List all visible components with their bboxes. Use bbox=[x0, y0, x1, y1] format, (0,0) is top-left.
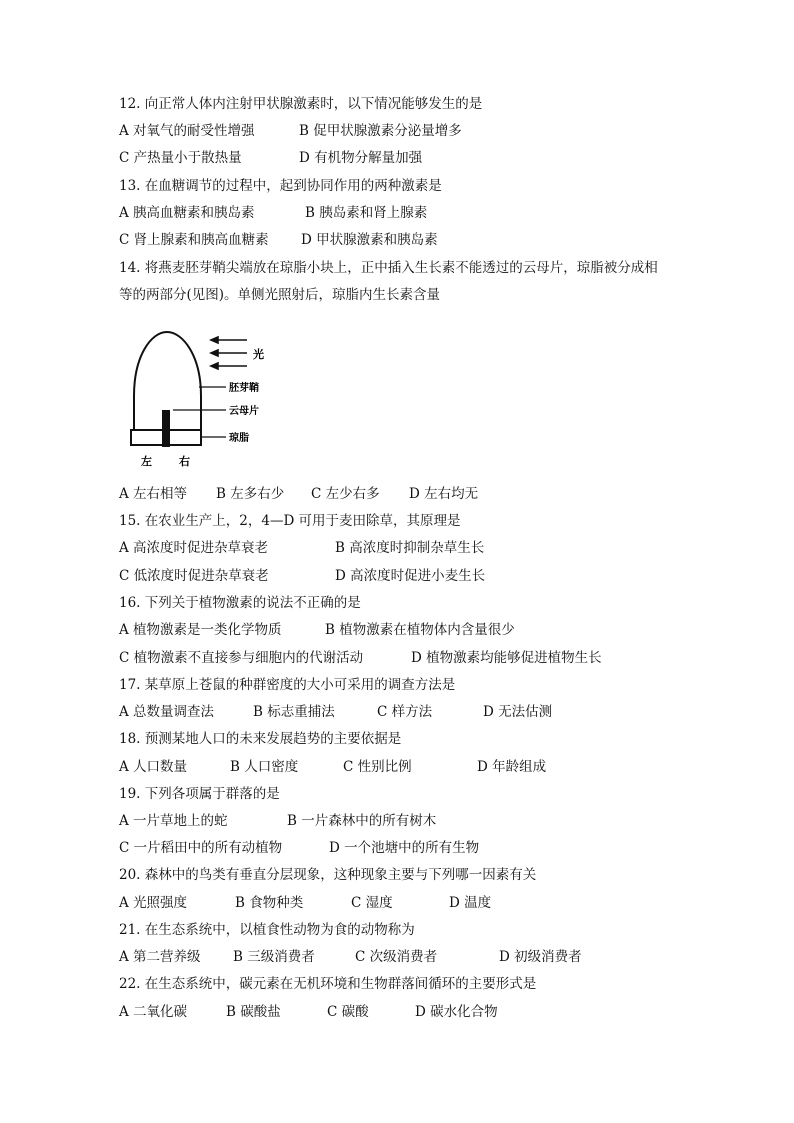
q15-option-a[interactable]: A 高浓度时促进杂草衰老 bbox=[119, 540, 269, 556]
q22-stem: 22. 在生态系统中，碳元素在无机环境和生物群落间循环的主要形式是 bbox=[119, 976, 537, 992]
q18-option-c[interactable]: C 性别比例 bbox=[343, 759, 412, 775]
q19-option-d[interactable]: D 一个池塘中的所有生物 bbox=[329, 840, 480, 856]
q16-option-d[interactable]: D 植物激素均能够促进植物生长 bbox=[411, 650, 602, 666]
q17-option-d[interactable]: D 无法估测 bbox=[483, 704, 553, 720]
q19-option-a[interactable]: A 一片草地上的蛇 bbox=[119, 813, 228, 829]
q17-stem: 17. 某草原上苍鼠的种群密度的大小可采用的调查方法是 bbox=[119, 677, 456, 693]
q13-stem: 13. 在血糖调节的过程中，起到协同作用的两种激素是 bbox=[119, 178, 442, 194]
coleoptile-diagram bbox=[119, 326, 289, 472]
q22-option-c[interactable]: C 碳酸 bbox=[327, 1004, 369, 1020]
q15-option-b[interactable]: B 高浓度时抑制杂草生长 bbox=[335, 540, 485, 556]
q15-option-d[interactable]: D 高浓度时促进小麦生长 bbox=[335, 568, 486, 584]
q20-option-a[interactable]: A 光照强度 bbox=[119, 895, 188, 911]
q17-option-b[interactable]: B 标志重捕法 bbox=[253, 704, 335, 720]
mica-label: 云母片 bbox=[229, 406, 259, 417]
q15-stem: 15. 在农业生产上，2，4—D 可用于麦田除草，其原理是 bbox=[119, 513, 461, 529]
q13-option-b[interactable]: B 胰岛素和肾上腺素 bbox=[305, 205, 428, 221]
q14-option-c[interactable]: C 左少右多 bbox=[311, 486, 380, 502]
q20-stem: 20. 森林中的鸟类有垂直分层现象，这种现象主要与下列哪一因素有关 bbox=[119, 867, 537, 883]
q20-option-c[interactable]: C 湿度 bbox=[351, 895, 393, 911]
q21-option-b[interactable]: B 三级消费者 bbox=[233, 949, 315, 965]
q19-stem: 19. 下列各项属于群落的是 bbox=[119, 786, 280, 802]
q14-stem-line-2: 等的两部分(见图)。单侧光照射后，琼脂内生长素含量 bbox=[119, 287, 441, 303]
q21-option-d[interactable]: D 初级消费者 bbox=[499, 949, 582, 965]
q16-stem: 16. 下列关于植物激素的说法不正确的是 bbox=[119, 595, 361, 611]
light-label: 光 bbox=[253, 348, 264, 361]
q12-option-b[interactable]: B 促甲状腺激素分泌量增多 bbox=[299, 123, 462, 139]
q21-option-c[interactable]: C 次级消费者 bbox=[355, 949, 438, 965]
q14-option-a[interactable]: A 左右相等 bbox=[119, 486, 188, 502]
q20-option-d[interactable]: D 温度 bbox=[449, 895, 492, 911]
q13-option-c[interactable]: C 肾上腺素和胰高血糖素 bbox=[119, 232, 269, 248]
q17-option-c[interactable]: C 样方法 bbox=[377, 704, 433, 720]
q18-stem: 18. 预测某地人口的未来发展趋势的主要依据是 bbox=[119, 731, 402, 747]
q13-option-d[interactable]: D 甲状腺激素和胰岛素 bbox=[301, 232, 438, 248]
q12-stem: 12. 向正常人体内注射甲状腺激素时，以下情况能够发生的是 bbox=[119, 96, 483, 112]
agar-label: 琼脂 bbox=[229, 433, 249, 444]
left-label: 左 bbox=[141, 455, 152, 468]
q14-stem-line-1: 14. 将燕麦胚芽鞘尖端放在琼脂小块上，正中插入生长素不能透过的云母片，琼脂被分成相 bbox=[119, 260, 658, 276]
q19-option-c[interactable]: C 一片稻田中的所有动植物 bbox=[119, 840, 283, 856]
q19-option-b[interactable]: B 一片森林中的所有树木 bbox=[287, 813, 437, 829]
q15-option-c[interactable]: C 低浓度时促进杂草衰老 bbox=[119, 568, 269, 584]
q22-option-d[interactable]: D 碳水化合物 bbox=[415, 1004, 498, 1020]
q16-option-a[interactable]: A 植物激素是一类化学物质 bbox=[119, 622, 282, 638]
light-arrows bbox=[211, 337, 247, 369]
coleoptile-label: 胚芽鞘 bbox=[229, 383, 259, 394]
q21-stem: 21. 在生态系统中，以植食性动物为食的动物称为 bbox=[119, 922, 415, 938]
q17-option-a[interactable]: A 总数量调查法 bbox=[119, 704, 215, 720]
q16-option-c[interactable]: C 植物激素不直接参与细胞内的代谢活动 bbox=[119, 650, 364, 666]
q16-option-b[interactable]: B 植物激素在植物体内含量很少 bbox=[325, 622, 515, 638]
q18-option-b[interactable]: B 人口密度 bbox=[230, 759, 299, 775]
q14-option-b[interactable]: B 左多右少 bbox=[216, 486, 285, 502]
right-label: 右 bbox=[179, 455, 190, 468]
q12-option-c[interactable]: C 产热量小于散热量 bbox=[119, 150, 242, 166]
q12-option-a[interactable]: A 对氧气的耐受性增强 bbox=[119, 123, 255, 139]
mica-sheet bbox=[162, 410, 170, 447]
q12-option-d[interactable]: D 有机物分解量加强 bbox=[299, 150, 423, 166]
q18-option-d[interactable]: D 年龄组成 bbox=[477, 759, 547, 775]
q14-coleoptile-figure bbox=[119, 326, 289, 472]
q14-option-d[interactable]: D 左右均无 bbox=[409, 486, 479, 502]
q20-option-b[interactable]: B 食物种类 bbox=[235, 895, 304, 911]
q21-option-a[interactable]: A 第二营养级 bbox=[119, 949, 201, 965]
q18-option-a[interactable]: A 人口数量 bbox=[119, 759, 188, 775]
q22-option-a[interactable]: A 二氧化碳 bbox=[119, 1004, 188, 1020]
q22-option-b[interactable]: B 碳酸盐 bbox=[226, 1004, 281, 1020]
q13-option-a[interactable]: A 胰高血糖素和胰岛素 bbox=[119, 205, 255, 221]
